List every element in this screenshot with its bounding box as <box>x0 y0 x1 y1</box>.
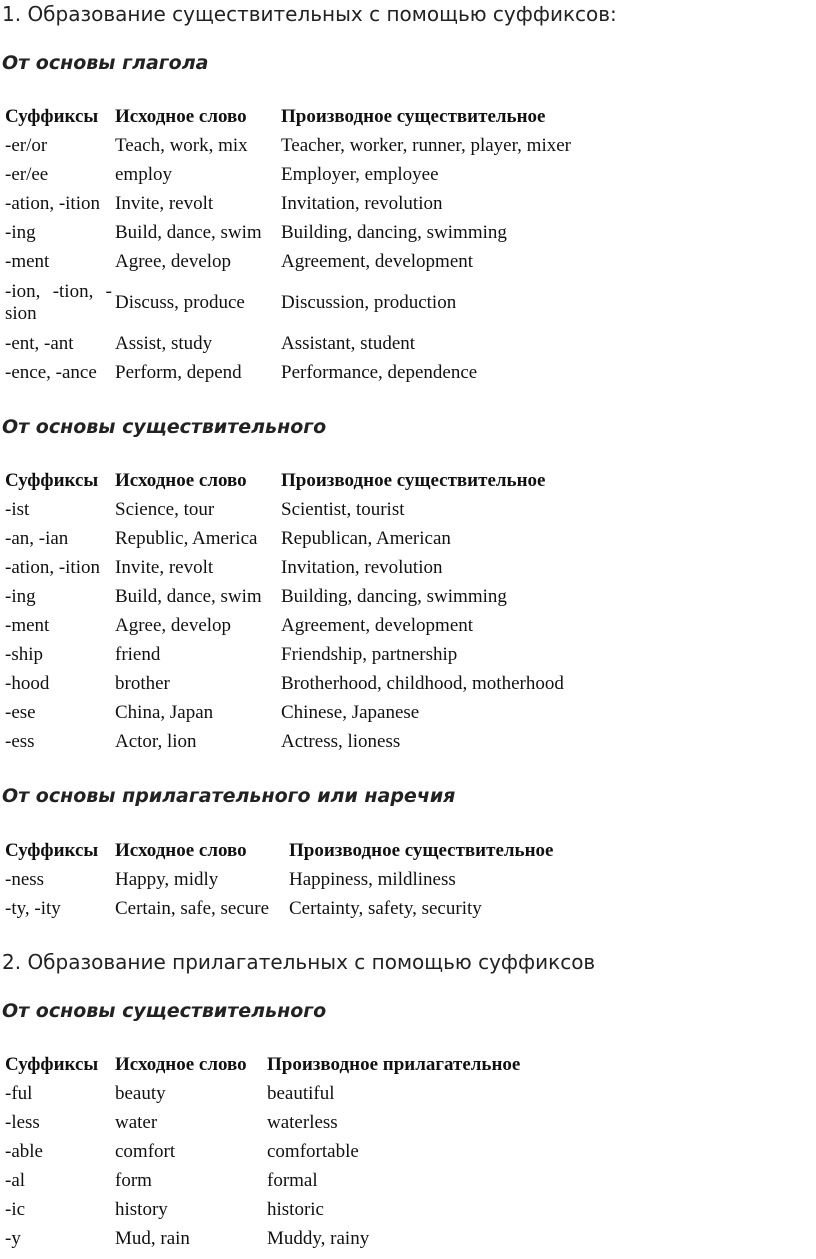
table-row <box>2 611 618 640</box>
suffix-cell: -al <box>5 1169 26 1191</box>
section2-title: 2. Образование прилагательных с помощью суффиксов <box>2 950 596 974</box>
table-row <box>2 553 618 582</box>
column-header-derived-word: Производное прилагательное <box>267 1053 521 1075</box>
source-word-cell: Build, dance, swim <box>115 585 262 607</box>
suffix-cell: -ment <box>5 250 50 272</box>
table-row <box>2 131 618 160</box>
derived-word-cell: historic <box>267 1198 324 1220</box>
suffix-cell: -ing <box>5 221 36 243</box>
adjective-from-noun-subtitle: От основы существительного <box>2 1000 327 1022</box>
suffix-cell: -ion, -tion, -sion <box>5 280 112 324</box>
column-header-derived-word: Производное существительное <box>281 469 546 491</box>
derived-word-cell: Happiness, mildliness <box>289 868 456 890</box>
column-header-suffix: Суффиксы <box>5 469 99 491</box>
adjective-subtitle: От основы прилагательного или наречия <box>2 785 456 807</box>
table-row <box>2 582 618 611</box>
source-word-cell: Discuss, produce <box>115 291 245 313</box>
suffix-cell: -ent, -ant <box>5 332 74 354</box>
table-row <box>2 276 618 329</box>
source-word-cell: form <box>115 1169 152 1191</box>
source-word-cell: Actor, lion <box>115 730 197 752</box>
derived-word-cell: Agreement, development <box>281 614 474 636</box>
derived-word-cell: Scientist, tourist <box>281 498 405 520</box>
suffix-cell: -er/or <box>5 134 48 156</box>
source-word-cell: Build, dance, swim <box>115 221 262 243</box>
derived-word-cell: Assistant, student <box>281 332 416 354</box>
source-word-cell: brother <box>115 672 170 694</box>
adjective-from-noun-suffix-table <box>2 1050 564 1253</box>
source-word-cell: comfort <box>115 1140 176 1162</box>
table-row <box>2 329 618 358</box>
column-header-source-word: Исходное слово <box>115 469 247 491</box>
suffix-cell: -ation, -ition <box>5 556 100 578</box>
table-row <box>2 865 606 894</box>
noun-suffix-table <box>2 466 618 756</box>
column-header-suffix: Суффиксы <box>5 105 99 127</box>
source-word-cell: Assist, study <box>115 332 213 354</box>
derived-word-cell: waterless <box>267 1111 338 1133</box>
source-word-cell: Agree, develop <box>115 614 232 636</box>
derived-word-cell: Performance, dependence <box>281 361 478 383</box>
suffix-cell: -ship <box>5 643 43 665</box>
column-header-derived-word: Производное существительное <box>281 105 546 127</box>
table-row <box>2 1108 564 1137</box>
source-word-cell: Agree, develop <box>115 250 232 272</box>
table-row <box>2 495 618 524</box>
source-word-cell: Happy, midly <box>115 868 219 890</box>
adjective-suffix-table <box>2 836 606 923</box>
source-word-cell: Mud, rain <box>115 1227 190 1249</box>
source-word-cell: Certain, safe, secure <box>115 897 270 919</box>
suffix-cell: -ence, -ance <box>5 361 97 383</box>
table-row <box>2 218 618 247</box>
table-row <box>2 1079 564 1108</box>
column-header-source-word: Исходное слово <box>115 105 247 127</box>
derived-word-cell: formal <box>267 1169 318 1191</box>
suffix-cell: -ness <box>5 868 45 890</box>
source-word-cell: Invite, revolt <box>115 192 214 214</box>
source-word-cell: beauty <box>115 1082 166 1104</box>
derived-word-cell: Discussion, production <box>281 291 457 313</box>
suffix-cell: -ty, -ity <box>5 897 61 919</box>
suffix-cell: -ful <box>5 1082 33 1104</box>
column-header-suffix: Суффиксы <box>5 1053 99 1075</box>
suffix-cell: -ing <box>5 585 36 607</box>
suffix-cell: -ation, -ition <box>5 192 100 214</box>
source-word-cell: Science, tour <box>115 498 215 520</box>
suffix-cell: -y <box>5 1227 21 1249</box>
suffix-cell: -ess <box>5 730 35 752</box>
noun-subtitle: От основы существительного <box>2 416 327 438</box>
suffix-cell: -an, -ian <box>5 527 69 549</box>
suffix-cell: -er/ee <box>5 163 49 185</box>
source-word-cell: Teach, work, mix <box>115 134 248 156</box>
source-word-cell: Perform, depend <box>115 361 242 383</box>
derived-word-cell: Invitation, revolution <box>281 192 443 214</box>
derived-word-cell: Agreement, development <box>281 250 474 272</box>
source-word-cell: water <box>115 1111 158 1133</box>
source-word-cell: Republic, America <box>115 527 258 549</box>
derived-word-cell: Chinese, Japanese <box>281 701 420 723</box>
derived-word-cell: Teacher, worker, runner, player, mixer <box>281 134 571 156</box>
suffix-cell: -ese <box>5 701 36 723</box>
verb-suffix-table <box>2 102 618 387</box>
derived-word-cell: Building, dancing, swimming <box>281 585 507 607</box>
table-row <box>2 727 618 756</box>
derived-word-cell: comfortable <box>267 1140 359 1162</box>
table-row <box>2 1137 564 1166</box>
derived-word-cell: Actress, lioness <box>281 730 401 752</box>
table-row <box>2 1195 564 1224</box>
table-header-row <box>2 1050 564 1079</box>
derived-word-cell: Invitation, revolution <box>281 556 443 578</box>
derived-word-cell: Brotherhood, childhood, motherhood <box>281 672 564 694</box>
source-word-cell: Invite, revolt <box>115 556 214 578</box>
suffix-cell: -hood <box>5 672 50 694</box>
source-word-cell: employ <box>115 163 172 185</box>
suffix-cell: -less <box>5 1111 40 1133</box>
suffix-cell: -ist <box>5 498 30 520</box>
table-row <box>2 189 618 218</box>
table-row <box>2 894 606 923</box>
table-header-row <box>2 836 606 865</box>
source-word-cell: friend <box>115 643 161 665</box>
table-header-row <box>2 102 618 131</box>
column-header-suffix: Суффиксы <box>5 839 99 861</box>
table-row <box>2 358 618 387</box>
table-row <box>2 698 618 727</box>
derived-word-cell: Muddy, rainy <box>267 1227 370 1249</box>
table-row <box>2 247 618 276</box>
derived-word-cell: Building, dancing, swimming <box>281 221 507 243</box>
derived-word-cell: Certainty, safety, security <box>289 897 482 919</box>
section1-title: 1. Образование существительных с помощью суффиксов: <box>2 2 617 26</box>
derived-word-cell: Republican, American <box>281 527 451 549</box>
table-row <box>2 669 618 698</box>
table-row <box>2 1224 564 1253</box>
suffix-cell: -ment <box>5 614 50 636</box>
table-header-row <box>2 466 618 495</box>
derived-word-cell: beautiful <box>267 1082 335 1104</box>
column-header-source-word: Исходное слово <box>115 1053 247 1075</box>
derived-word-cell: Friendship, partnership <box>281 643 458 665</box>
suffix-cell: -able <box>5 1140 43 1162</box>
table-row <box>2 1166 564 1195</box>
table-row <box>2 160 618 189</box>
column-header-derived-word: Производное существительное <box>289 839 554 861</box>
column-header-source-word: Исходное слово <box>115 839 247 861</box>
source-word-cell: history <box>115 1198 168 1220</box>
table-row <box>2 640 618 669</box>
verb-subtitle: От основы глагола <box>2 52 209 74</box>
table-row <box>2 524 618 553</box>
derived-word-cell: Employer, employee <box>281 163 439 185</box>
source-word-cell: China, Japan <box>115 701 214 723</box>
suffix-cell: -ic <box>5 1198 26 1220</box>
